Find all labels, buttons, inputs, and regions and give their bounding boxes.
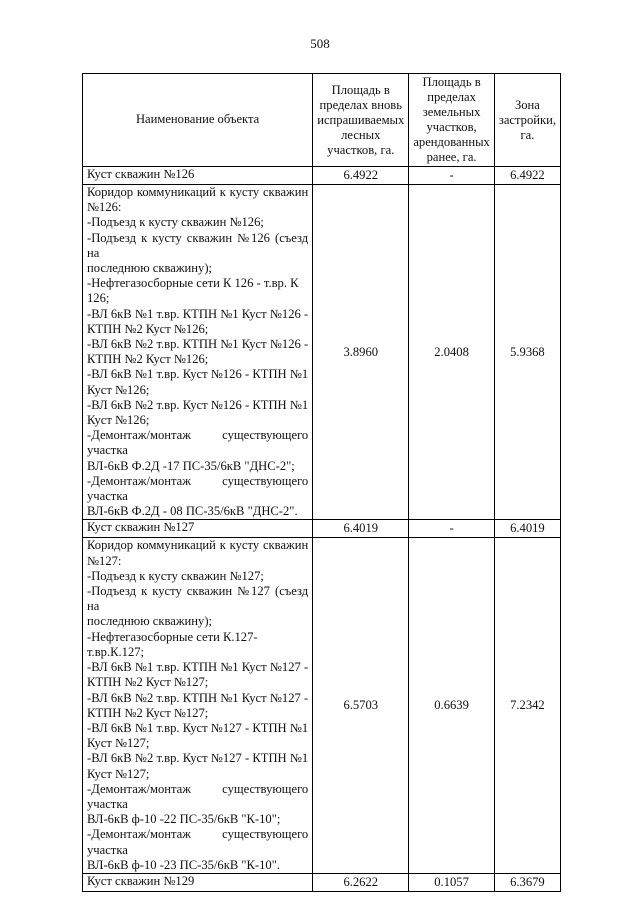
leased-area-cell: 0.6639 xyxy=(409,538,495,873)
table-row xyxy=(83,520,561,538)
header-line: Площадь в xyxy=(422,75,481,89)
header-line: участков, га. xyxy=(327,142,395,157)
header-line: пределах вновь xyxy=(319,97,402,112)
table-row xyxy=(83,167,561,185)
object-name-line: КТПН №2 Куст №126; xyxy=(87,321,209,336)
object-name-line: -ВЛ 6кВ №1 т.вр. КТПН №1 Куст №126 - xyxy=(87,306,309,321)
object-name-line: КТПН №2 Куст №127; xyxy=(87,675,209,690)
object-name-line: -ВЛ 6кВ №2 т.вр. Куст №126 - КТПН №1 xyxy=(87,397,309,412)
object-name-cell xyxy=(83,538,313,873)
construction-zone-cell: 6.4019 xyxy=(494,520,560,538)
header-line: испрашиваемых xyxy=(317,112,405,127)
header-construction-zone xyxy=(494,74,560,167)
object-name-line: -ВЛ 6кВ №1 т.вр. КТПН №1 Куст №127 - xyxy=(87,660,309,675)
table-body xyxy=(83,167,561,892)
object-name-line: ВЛ-6кВ Ф.2Д -17 ПС-35/6кВ "ДНС-2"; xyxy=(87,458,295,473)
object-area-table xyxy=(82,73,561,892)
header-line: ранее, га. xyxy=(426,150,477,164)
object-name-line: КТПН №2 Куст №127; xyxy=(87,705,209,720)
header-line: застройки, xyxy=(498,112,556,127)
object-name-line: последнюю скважину); xyxy=(87,261,213,276)
object-name-cell xyxy=(83,520,313,538)
construction-zone-cell: 6.4922 xyxy=(494,167,560,185)
header-line: лесных xyxy=(341,127,381,142)
object-name-line: Куст №126; xyxy=(87,413,150,428)
object-name-line: №126: xyxy=(87,200,122,215)
object-name-line: Куст скважин №129 xyxy=(87,873,195,888)
header-new-forest-area xyxy=(313,74,409,167)
page-number: 508 xyxy=(310,36,330,51)
header-line: земельных xyxy=(422,105,481,119)
object-name-line: Куст №127; xyxy=(87,766,150,781)
object-name-line: -Демонтаж/монтаж существующего участка xyxy=(87,781,309,811)
object-name-line: -Демонтаж/монтаж существующего участка xyxy=(87,827,309,857)
leased-area-cell: 0.1057 xyxy=(409,873,495,891)
header-line: Зона xyxy=(514,97,540,112)
object-name-line: Куст скважин №127 xyxy=(87,520,195,535)
new-forest-area-cell: 6.2622 xyxy=(313,873,409,891)
construction-zone-cell: 5.9368 xyxy=(494,185,560,520)
object-name-line: -ВЛ 6кВ №2 т.вр. Куст №127 - КТПН №1 xyxy=(87,751,309,766)
object-name-cell xyxy=(83,185,313,520)
header-line: пределах xyxy=(427,90,476,104)
object-name-line: -Демонтаж/монтаж существующего участка xyxy=(87,473,309,504)
object-name-line: №127: xyxy=(87,553,122,568)
object-name-line: Куст №126; xyxy=(87,382,150,397)
object-name-line: последнюю скважину); xyxy=(87,614,213,629)
header-leased-area xyxy=(409,74,495,167)
object-name-line: -ВЛ 6кВ №1 т.вр. Куст №126 - КТПН №1 xyxy=(87,367,309,382)
object-name-line: КТПН №2 Куст №126; xyxy=(87,352,209,367)
object-name-line: -Нефтегазосборные сети К.127-т.вр.К.127; xyxy=(87,629,258,659)
object-name-line: Куст №127; xyxy=(87,736,150,751)
header-line: га. xyxy=(520,127,535,142)
object-name-line: -Подъезд к кусту скважин №126; xyxy=(87,215,264,230)
object-name-line: -Подъезд к кусту скважин №127; xyxy=(87,568,264,583)
object-name-line: -ВЛ 6кВ №2 т.вр. КТПН №1 Куст №126 - xyxy=(87,337,309,352)
object-name-line: -Подъезд к кусту скважин №126 (съезд на xyxy=(87,230,309,260)
construction-zone-cell: 7.2342 xyxy=(494,538,560,873)
header-object-name: Наименование объекта xyxy=(83,74,313,167)
object-name-line: ВЛ-6кВ ф-10 -22 ПС-35/6кВ "К-10"; xyxy=(87,812,281,827)
object-name-line: ВЛ-6кВ Ф.2Д - 08 ПС-35/6кВ "ДНС-2". xyxy=(87,504,298,519)
header-line: арендованных xyxy=(413,135,490,149)
object-name-cell xyxy=(83,873,313,891)
object-name-line: ВЛ-6кВ ф-10 -23 ПС-35/6кВ "К-10". xyxy=(87,857,281,872)
new-forest-area-cell: 6.4019 xyxy=(313,520,409,538)
table-row xyxy=(83,873,561,891)
new-forest-area-cell: 3.8960 xyxy=(313,185,409,520)
object-name-line: -Подъезд к кусту скважин №127 (съезд на xyxy=(87,584,309,614)
header-line: Площадь в xyxy=(331,82,390,97)
object-name-line: Коридор коммуникаций к кусту скважин xyxy=(87,185,309,199)
leased-area-cell: 2.0408 xyxy=(409,185,495,520)
table-header-row xyxy=(83,74,561,167)
table-row xyxy=(83,185,561,520)
object-name-line: Коридор коммуникаций к кусту скважин xyxy=(87,538,309,553)
construction-zone-cell: 6.3679 xyxy=(494,873,560,891)
object-name-cell xyxy=(83,167,313,185)
object-name-line: -ВЛ 6кВ №2 т.вр. КТПН №1 Куст №127 - xyxy=(87,690,309,705)
object-name-line: -Нефтегазосборные сети К 126 - т.вр. К 126; xyxy=(87,276,299,306)
new-forest-area-cell: 6.5703 xyxy=(313,538,409,873)
header-line: участков, xyxy=(426,120,477,134)
table-row xyxy=(83,538,561,873)
object-name-line: Куст скважин №126 xyxy=(87,167,195,181)
object-name-line: -ВЛ 6кВ №1 т.вр. Куст №127 - КТПН №1 xyxy=(87,720,309,735)
object-name-line: -Демонтаж/монтаж существующего участка xyxy=(87,428,309,458)
leased-area-cell: - xyxy=(409,520,495,538)
new-forest-area-cell: 6.4922 xyxy=(313,167,409,185)
leased-area-cell: - xyxy=(409,167,495,185)
